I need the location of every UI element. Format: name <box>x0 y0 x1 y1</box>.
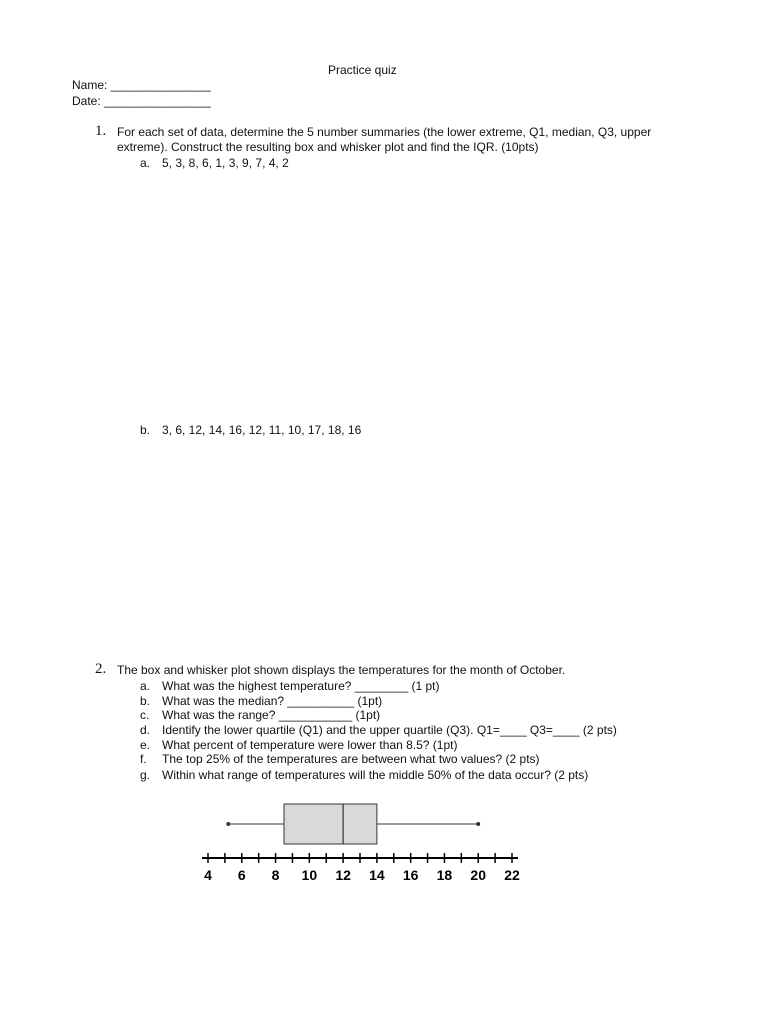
maximum-point <box>476 822 480 826</box>
date-line: Date: ________________ <box>72 94 211 108</box>
part-letter: e. <box>140 738 151 752</box>
question-2-text: The box and whisker plot shown displays the temperatures for the month of October. <box>117 663 566 677</box>
question-1-text: For each set of data, determine the 5 number summaries (the lower extreme, Q1, median, Q3, upper extreme). Construct the resulting box and whisker plot and find the IQR. (10pts) <box>117 125 652 154</box>
tick-label: 12 <box>335 867 351 883</box>
part-letter: b. <box>140 423 151 437</box>
tick-label: 16 <box>402 867 419 883</box>
tick-label: 18 <box>436 867 453 883</box>
tick-label: 8 <box>271 867 280 883</box>
part-text: What was the range? ___________ (1pt) <box>162 708 381 722</box>
part-letter: c. <box>140 708 150 722</box>
part-text: 3, 6, 12, 14, 16, 12, 11, 10, 17, 18, 16 <box>162 423 362 437</box>
part-text: 5, 3, 8, 6, 1, 3, 9, 7, 4, 2 <box>162 156 289 170</box>
part-letter: b. <box>140 694 151 708</box>
minimum-point <box>226 822 230 826</box>
part-letter: a. <box>140 679 151 693</box>
tick-label: 6 <box>237 867 246 883</box>
tick-label: 14 <box>369 867 385 883</box>
part-text: Within what range of temperatures will the middle 50% of the data occur? (2 pts) <box>162 768 589 782</box>
quartile-box <box>284 804 377 844</box>
tick-label: 22 <box>504 867 520 883</box>
question-1-number: 1. <box>95 123 107 139</box>
tick-label: 20 <box>470 867 487 883</box>
part-letter: a. <box>140 156 151 170</box>
part-text: What was the median? __________ (1pt) <box>162 694 383 708</box>
tick-label: 4 <box>204 867 212 883</box>
part-text: What was the highest temperature? ________ (1 pt) <box>162 679 440 693</box>
part-text: Identify the lower quartile (Q1) and the upper quartile (Q3). Q1=____ Q3=____ (2 pts) <box>162 723 617 737</box>
part-text: The top 25% of the temperatures are between what two values? (2 pts) <box>162 752 540 766</box>
page-title: Practice quiz <box>328 63 397 77</box>
part-letter: g. <box>140 768 151 782</box>
tick-label: 10 <box>301 867 318 883</box>
name-line: Name: _______________ <box>72 78 211 92</box>
part-text: What percent of temperature were lower than 8.5? (1pt) <box>162 738 458 752</box>
part-letter: d. <box>140 723 151 737</box>
question-2-number: 2. <box>95 661 107 677</box>
part-letter: f. <box>140 752 147 766</box>
